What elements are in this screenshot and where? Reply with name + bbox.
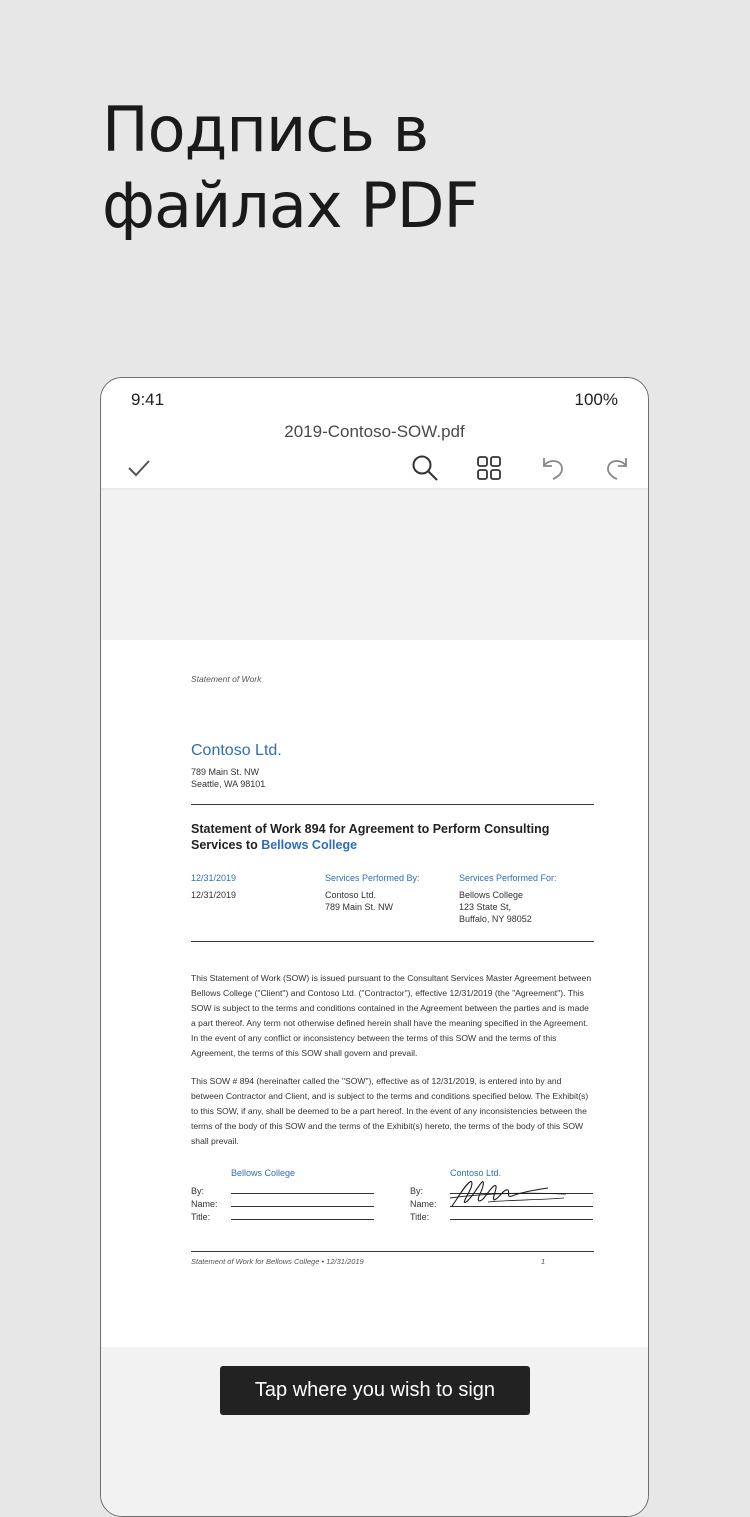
search-button[interactable]	[409, 452, 441, 484]
info-column-line: 12/31/2019	[191, 890, 237, 900]
signature-label: By:	[191, 1186, 205, 1196]
promo-headline-line1: Подпись в	[102, 93, 429, 166]
undo-button[interactable]	[537, 452, 569, 484]
signature-label: Name:	[410, 1199, 437, 1209]
grid-icon	[476, 455, 502, 481]
status-battery: 100%	[574, 390, 618, 409]
info-column-heading: Services Performed By:	[325, 873, 420, 883]
sow-title-text: Statement of Work 894 for Agreement to Perform Consulting Services to	[191, 822, 550, 852]
undo-icon	[539, 454, 567, 482]
sign-hint-toast: Tap where you wish to sign	[220, 1366, 530, 1415]
signature-row-title[interactable]	[410, 1209, 593, 1222]
signature-row-by[interactable]	[191, 1183, 374, 1196]
info-column-line: 789 Main St. NW	[325, 902, 394, 912]
info-column-line: Buffalo, NY 98052	[459, 914, 532, 924]
signature-line[interactable]	[450, 1219, 593, 1220]
info-column-date	[191, 872, 236, 901]
footer-rule	[191, 1251, 594, 1252]
signature-row-title[interactable]	[191, 1209, 374, 1222]
page-number: 1	[541, 1257, 546, 1266]
status-time: 9:41	[131, 390, 165, 409]
info-column-line: Contoso Ltd.	[325, 890, 377, 900]
done-button[interactable]	[123, 452, 155, 484]
info-column-performed-by	[325, 872, 420, 913]
sow-title	[191, 821, 594, 853]
company-address	[191, 766, 265, 790]
redo-icon	[603, 454, 631, 482]
signature-line[interactable]	[231, 1193, 374, 1194]
signature-line[interactable]	[231, 1219, 374, 1220]
paragraph-terms: This SOW # 894 (hereinafter called the "SOW"), effective as of 12/31/2019, is entered into by and between Contractor and Client, and is subject to the terms and conditions specified below. The Exhibit(s) to this SOW, if any, shall be deemed to be a part hereof. In the event of any inconsistencies between the terms of the body of this SOW and the terms of the Exhibit(s) hereto, the terms of the body of this SOW shall prevail.	[191, 1076, 589, 1146]
paragraph-intro: This Statement of Work (SOW) is issued pursuant to the Consultant Services Master Agreement between Bellows College ("Client") and Contoso Ltd. ("Contractor"), effective 12/31/2019 (the "Agreement"). This SOW is subject to the terms and conditions contained in the Agreement between the parties and is made a part thereof. Any term not otherwise defined herein shall have the meaning specified in the Agreement. In the event of any conflict or inconsistency between the terms of this SOW and the terms of this Agreement, the terms of this SOW shall govern and prevail.	[191, 973, 592, 1058]
handwritten-signature	[448, 1176, 568, 1210]
promo-headline	[102, 92, 662, 244]
promo-headline-line2: файлах PDF	[102, 169, 479, 242]
phone-frame	[100, 377, 649, 1517]
signature-company: Bellows College	[231, 1168, 296, 1178]
signature-label: Title:	[191, 1212, 211, 1222]
info-column-heading: Services Performed For:	[459, 873, 557, 883]
info-column-line: 123 State St,	[459, 902, 512, 912]
signature-line[interactable]	[231, 1206, 374, 1207]
viewer-background-top	[101, 490, 648, 640]
company-address-line2: Seattle, WA 98101	[191, 779, 266, 789]
sow-title-client: Bellows College	[261, 838, 358, 852]
pdf-page[interactable]	[101, 640, 648, 1347]
info-column-heading: 12/31/2019	[191, 873, 237, 883]
info-column-line: Bellows College	[459, 890, 524, 900]
document-header-label: Statement of Work	[191, 674, 262, 684]
thumbnails-button[interactable]	[473, 452, 505, 484]
signature-company: Contoso Ltd.	[450, 1168, 502, 1178]
search-icon	[411, 454, 439, 482]
signature-label: Title:	[410, 1212, 430, 1222]
company-address-line1: 789 Main St. NW	[191, 767, 260, 777]
page-footer-text: Statement of Work for Bellows College • 12/31/2019	[191, 1257, 364, 1266]
divider-rule	[191, 804, 594, 805]
document-file-name: 2019-Contoso-SOW.pdf	[284, 422, 465, 441]
redo-button[interactable]	[601, 452, 633, 484]
divider-rule	[191, 941, 594, 942]
signature-block-contractor[interactable]	[410, 1168, 593, 1222]
signature-label: By:	[410, 1186, 424, 1196]
checkmark-icon	[126, 455, 152, 481]
signature-row-name[interactable]	[191, 1196, 374, 1209]
info-column-performed-for	[459, 872, 557, 925]
signature-block-client[interactable]	[191, 1168, 374, 1222]
company-name: Contoso Ltd.	[191, 742, 282, 759]
signature-label: Name:	[191, 1199, 218, 1209]
